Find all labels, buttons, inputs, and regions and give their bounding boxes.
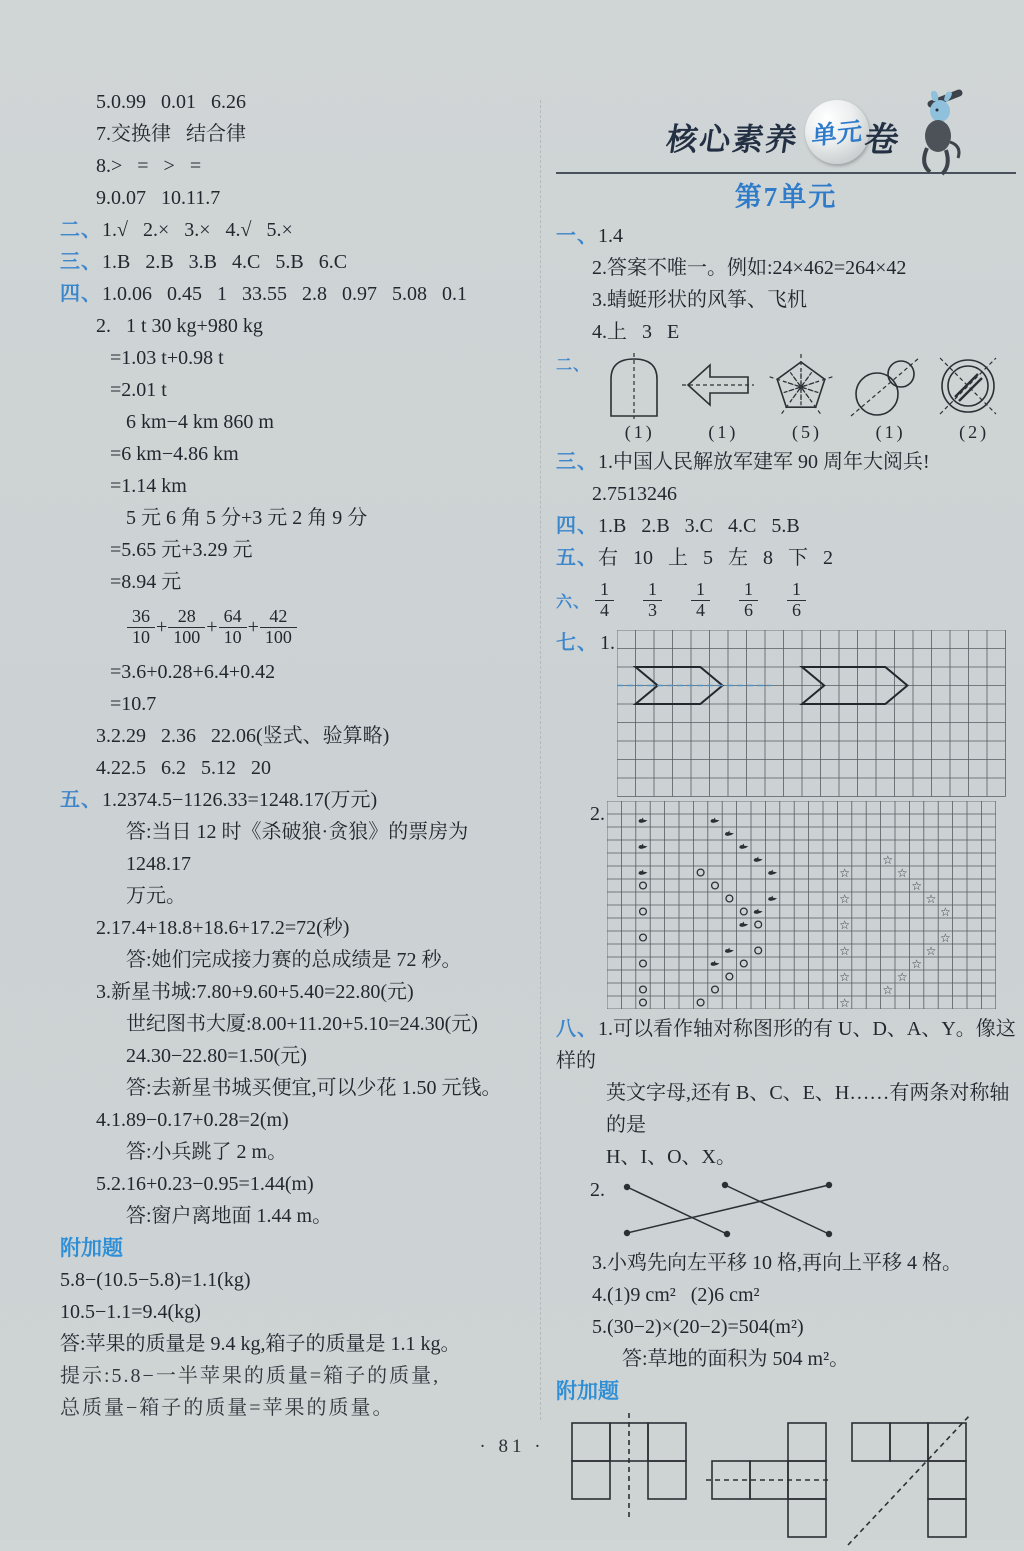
extra-section-title bbox=[556, 1375, 1016, 1407]
fraction-denominator: 100 bbox=[264, 626, 292, 647]
answer-text: 7.交换律 结合律 bbox=[96, 123, 246, 145]
answer-text: 3.小鸡先向左平移 10 格,再向上平移 4 格。 bbox=[592, 1252, 962, 1274]
section-marker: 五、 bbox=[556, 547, 598, 569]
fraction-numerator: 1 bbox=[691, 580, 710, 600]
answer-text: 5.0.99 0.01 6.26 bbox=[96, 91, 246, 113]
answer-text: 4.(1)9 cm² (2)6 cm² bbox=[592, 1284, 760, 1306]
section-marker: 二、 bbox=[556, 357, 591, 374]
answer-line bbox=[60, 598, 534, 656]
answer-line bbox=[556, 1311, 1016, 1343]
answer-text: 1.0.06 0.45 1 33.55 2.8 0.97 5.08 0.1 bbox=[102, 283, 467, 305]
svg-text:☆: ☆ bbox=[839, 970, 850, 984]
section-marker: 八、 bbox=[556, 1018, 598, 1040]
answer-line bbox=[60, 438, 534, 470]
double-circle-item bbox=[849, 352, 933, 444]
arch-figure bbox=[598, 352, 670, 420]
svg-text:☆: ☆ bbox=[839, 866, 850, 880]
fraction bbox=[595, 580, 614, 620]
answer-line bbox=[60, 720, 534, 752]
answer-text: 1.B 2.B 3.B 4.C 5.B 6.C bbox=[102, 251, 348, 273]
operator: + bbox=[206, 616, 218, 638]
svg-text:☆: ☆ bbox=[896, 970, 908, 984]
grid-figure-row bbox=[556, 630, 1016, 797]
answer-text: 24.30−22.80=1.50(元) bbox=[126, 1045, 307, 1067]
answer-line bbox=[60, 566, 534, 598]
answer-line bbox=[60, 182, 534, 214]
fraction-numerator: 1 bbox=[787, 580, 806, 600]
axis-count-label: (2) bbox=[959, 422, 990, 442]
fraction bbox=[219, 607, 247, 647]
answer-text: =5.65 元+3.29 元 bbox=[110, 539, 253, 561]
svg-text:☆: ☆ bbox=[839, 996, 850, 1009]
answer-line bbox=[556, 1077, 1016, 1141]
answer-text: 答:草地的面积为 504 m²。 bbox=[622, 1348, 850, 1370]
answer-line bbox=[60, 816, 534, 880]
answer-line bbox=[60, 86, 534, 118]
baseball-logo-icon bbox=[805, 100, 869, 164]
answer-text: 2.7513246 bbox=[592, 483, 677, 505]
arch-item bbox=[598, 352, 682, 444]
answer-line bbox=[556, 1013, 1016, 1077]
fraction-denominator: 6 bbox=[792, 599, 802, 620]
answer-text: 1.√ 2.× 3.× 4.√ 5.× bbox=[102, 219, 293, 241]
extra-section-title bbox=[60, 1232, 534, 1264]
fraction-denominator: 3 bbox=[648, 599, 658, 620]
answer-text: 5.(30−2)×(20−2)=504(m²) bbox=[592, 1316, 804, 1338]
answer-text: =8.94 元 bbox=[110, 571, 182, 593]
answer-text: 4.1.89−0.17+0.28=2(m) bbox=[96, 1109, 289, 1131]
answer-text: 答:她们完成接力赛的总成绩是 72 秒。 bbox=[126, 949, 462, 971]
answer-text: 1.2374.5−1126.33=1248.17(万元) bbox=[102, 789, 378, 811]
answer-text: =2.01 t bbox=[110, 379, 167, 401]
answer-line bbox=[60, 502, 534, 534]
arrow-left-figure bbox=[682, 352, 754, 420]
fraction-denominator: 10 bbox=[132, 626, 150, 647]
answer-line bbox=[60, 880, 534, 912]
svg-text:☆: ☆ bbox=[925, 944, 937, 958]
pentagon-star-figure bbox=[765, 352, 837, 420]
mascot-icon bbox=[907, 88, 965, 178]
answer-text: =3.6+0.28+6.4+0.42 bbox=[110, 661, 276, 683]
answer-line bbox=[60, 150, 534, 182]
svg-text:☆: ☆ bbox=[839, 892, 850, 906]
answer-text: 2.17.4+18.8+18.6+17.2=72(秒) bbox=[96, 917, 350, 939]
section-marker: 四、 bbox=[60, 283, 102, 305]
fraction-denominator: 100 bbox=[173, 626, 201, 647]
double-circle-figure bbox=[849, 352, 921, 420]
answer-text: =10.7 bbox=[110, 693, 157, 715]
fraction bbox=[643, 580, 662, 620]
fraction bbox=[691, 580, 710, 620]
answer-line bbox=[60, 784, 534, 816]
brand-text-left: 核心素养 bbox=[664, 121, 802, 157]
fraction-answer-row bbox=[556, 574, 1016, 626]
fraction-numerator: 1 bbox=[739, 580, 758, 600]
answer-line bbox=[60, 1008, 534, 1040]
fraction bbox=[787, 580, 806, 620]
axis-count-label: (1) bbox=[708, 422, 739, 442]
answer-text: 答:小兵跳了 2 m。 bbox=[126, 1141, 288, 1163]
answer-text: =1.14 km bbox=[110, 475, 187, 497]
answer-text: 英文字母,还有 B、C、E、H……有两条对称轴的是 bbox=[606, 1082, 1010, 1136]
answer-line bbox=[60, 406, 534, 438]
answer-line bbox=[60, 1136, 534, 1168]
answer-text: 8.> = > = bbox=[96, 155, 202, 177]
answer-text: 5 元 6 角 5 分+3 元 2 角 9 分 bbox=[126, 507, 368, 529]
answer-line bbox=[556, 252, 1016, 284]
answer-text: 3.2.29 2.36 22.06(竖式、验算略) bbox=[96, 725, 390, 747]
answer-line bbox=[60, 912, 534, 944]
svg-text:☆: ☆ bbox=[882, 853, 894, 867]
svg-text:☆: ☆ bbox=[882, 983, 894, 997]
axis-count-label: (1) bbox=[624, 422, 655, 442]
answer-line bbox=[556, 1279, 1016, 1311]
answer-line bbox=[60, 534, 534, 566]
fraction-denominator: 10 bbox=[223, 626, 242, 647]
brand-text-ball: 单元 bbox=[811, 118, 863, 151]
fraction-numerator: 28 bbox=[168, 607, 205, 627]
no-sign-item bbox=[932, 352, 1016, 444]
answer-line bbox=[60, 752, 534, 784]
svg-text:☆: ☆ bbox=[911, 957, 922, 971]
answer-text: 1.B 2.B 3.C 4.C 5.B bbox=[598, 515, 800, 537]
fraction-numerator: 36 bbox=[127, 607, 155, 627]
pentagon-star-item bbox=[765, 352, 849, 444]
section-marker: 一、 bbox=[556, 225, 598, 247]
fraction bbox=[168, 607, 205, 647]
answer-text: 答:当日 12 时《杀破狼·贪狼》的票房为 1248.17 bbox=[126, 821, 474, 875]
answer-line bbox=[556, 1141, 1016, 1173]
answer-line bbox=[60, 1040, 534, 1072]
answer-text: 万元。 bbox=[126, 885, 186, 907]
answer-line bbox=[60, 278, 534, 310]
answer-line bbox=[556, 1247, 1016, 1279]
answer-line bbox=[60, 374, 534, 406]
svg-text:☆: ☆ bbox=[940, 905, 951, 919]
answer-text: 9.0.07 10.11.7 bbox=[96, 187, 221, 209]
answer-line bbox=[60, 944, 534, 976]
answer-text: H、I、O、X。 bbox=[606, 1146, 736, 1168]
answer-text: 3.蜻蜓形状的风筝、飞机 bbox=[592, 289, 807, 311]
figure-number: 1. bbox=[600, 632, 615, 654]
answer-line bbox=[60, 1200, 534, 1232]
svg-text:☆: ☆ bbox=[925, 892, 937, 906]
answer-text: 2. 1 t 30 kg+980 kg bbox=[96, 315, 263, 337]
fraction bbox=[127, 607, 155, 647]
net-figure-2 bbox=[706, 1413, 832, 1551]
answer-line bbox=[60, 214, 534, 246]
answer-line bbox=[60, 1168, 534, 1200]
answer-text: 附加题 bbox=[556, 1379, 619, 1403]
answer-text: 提示:5.8−一半苹果的质量=箱子的质量, bbox=[60, 1365, 441, 1387]
brand-text-right: 卷 bbox=[861, 121, 904, 159]
answer-line bbox=[556, 542, 1016, 574]
svg-text:☆: ☆ bbox=[839, 918, 850, 932]
net-figure-1 bbox=[566, 1413, 692, 1551]
fraction-denominator: 4 bbox=[600, 599, 610, 620]
answer-line bbox=[556, 1343, 1016, 1375]
answer-line bbox=[60, 1296, 534, 1328]
symmetry-shapes-row bbox=[556, 352, 1016, 444]
fraction-denominator: 6 bbox=[744, 599, 754, 620]
right-answer-blocks bbox=[556, 220, 1016, 1551]
answer-line bbox=[60, 656, 534, 688]
left-answer-column bbox=[60, 86, 534, 1424]
fraction bbox=[260, 607, 297, 647]
answer-text: 10.5−1.1=9.4(kg) bbox=[60, 1301, 201, 1323]
answer-line bbox=[60, 1264, 534, 1296]
svg-text:☆: ☆ bbox=[911, 879, 922, 893]
answer-line bbox=[60, 1104, 534, 1136]
answer-line bbox=[60, 470, 534, 502]
answer-text: 1.4 bbox=[598, 225, 623, 247]
answer-text: 附加题 bbox=[60, 1236, 123, 1260]
crossed-segments-row bbox=[556, 1177, 1016, 1243]
answer-line bbox=[60, 688, 534, 720]
answer-line bbox=[556, 478, 1016, 510]
symbol-grid-figure bbox=[607, 801, 996, 1009]
section-marker: 二、 bbox=[60, 219, 102, 241]
answer-line bbox=[60, 976, 534, 1008]
axis-count-label: (1) bbox=[875, 422, 906, 442]
answer-line bbox=[60, 1392, 534, 1424]
section-marker: 六、 bbox=[556, 593, 591, 611]
answer-text: 3.新星书城:7.80+9.60+5.40=22.80(元) bbox=[96, 981, 414, 1003]
translation-grid-figure bbox=[617, 630, 1006, 797]
answer-text: 1.中国人民解放军建军 90 周年大阅兵! bbox=[598, 451, 930, 473]
operator: + bbox=[247, 616, 259, 638]
net-figures-row bbox=[556, 1413, 1016, 1551]
svg-text:☆: ☆ bbox=[940, 931, 951, 945]
answer-text: 2.答案不唯一。例如:24×462=264×42 bbox=[592, 257, 907, 279]
answer-text: 右 10 上 5 左 8 下 2 bbox=[598, 547, 833, 569]
answer-text: 5.8−(10.5−5.8)=1.1(kg) bbox=[60, 1269, 251, 1291]
arrow-left-item bbox=[682, 352, 766, 444]
answer-line bbox=[556, 446, 1016, 478]
answer-line bbox=[556, 220, 1016, 252]
answer-text: 6 km−4 km 860 m bbox=[126, 411, 274, 433]
answer-text: 答:去新星书城买便宜,可以少花 1.50 元钱。 bbox=[126, 1077, 502, 1099]
answer-text: 1.可以看作轴对称图形的有 U、D、A、Y。像这样的 bbox=[556, 1018, 1016, 1072]
fraction-numerator: 42 bbox=[260, 607, 297, 627]
answer-text: 总质量−箱子的质量=苹果的质量。 bbox=[60, 1397, 395, 1419]
answer-text: =6 km−4.86 km bbox=[110, 443, 239, 465]
answer-line bbox=[60, 1072, 534, 1104]
answer-text: 答:苹果的质量是 9.4 kg,箱子的质量是 1.1 kg。 bbox=[60, 1333, 461, 1355]
answer-line bbox=[60, 1360, 534, 1392]
crossed-segments-figure bbox=[607, 1177, 837, 1243]
section-marker: 五、 bbox=[60, 789, 102, 811]
svg-text:☆: ☆ bbox=[839, 944, 850, 958]
answer-text: 4.上 3 E bbox=[592, 321, 680, 343]
svg-text:☆: ☆ bbox=[896, 866, 908, 880]
page-number: · 81 · bbox=[479, 1436, 545, 1457]
axis-count-label: (5) bbox=[791, 422, 822, 442]
answer-line bbox=[556, 510, 1016, 542]
right-answer-column bbox=[556, 88, 1016, 1551]
figure-number: 2. bbox=[590, 1179, 605, 1201]
answer-line bbox=[556, 316, 1016, 348]
answer-text: 5.2.16+0.23−0.95=1.44(m) bbox=[96, 1173, 314, 1195]
fraction bbox=[739, 580, 758, 620]
fraction-numerator: 64 bbox=[219, 607, 247, 627]
answer-line bbox=[60, 246, 534, 278]
answer-text: 4.22.5 6.2 5.12 20 bbox=[96, 757, 271, 779]
fraction-numerator: 1 bbox=[643, 580, 662, 600]
section-marker: 三、 bbox=[556, 451, 598, 473]
answer-line bbox=[60, 1328, 534, 1360]
answer-line bbox=[60, 310, 534, 342]
answer-text: 答:窗户离地面 1.44 m。 bbox=[126, 1205, 333, 1227]
brand-logo bbox=[556, 88, 1016, 184]
no-sign-figure bbox=[932, 352, 1004, 420]
answer-line bbox=[60, 342, 534, 374]
figure-number: 2. bbox=[590, 803, 605, 825]
fraction-numerator: 1 bbox=[595, 580, 614, 600]
answer-text: 世纪图书大厦:8.00+11.20+5.10=24.30(元) bbox=[126, 1013, 478, 1035]
section-marker: 三、 bbox=[60, 251, 102, 273]
grid-figure-row bbox=[556, 801, 1016, 1009]
section-marker: 四、 bbox=[556, 515, 598, 537]
answer-text: =1.03 t+0.98 t bbox=[110, 347, 224, 369]
fraction-denominator: 4 bbox=[696, 599, 706, 620]
section-marker: 七、 bbox=[556, 632, 598, 654]
column-divider bbox=[540, 100, 541, 1420]
unit-title: 第7单元 bbox=[734, 182, 838, 212]
net-figure-3 bbox=[846, 1413, 972, 1551]
operator: + bbox=[156, 616, 168, 638]
answer-line bbox=[60, 118, 534, 150]
answer-line bbox=[556, 284, 1016, 316]
